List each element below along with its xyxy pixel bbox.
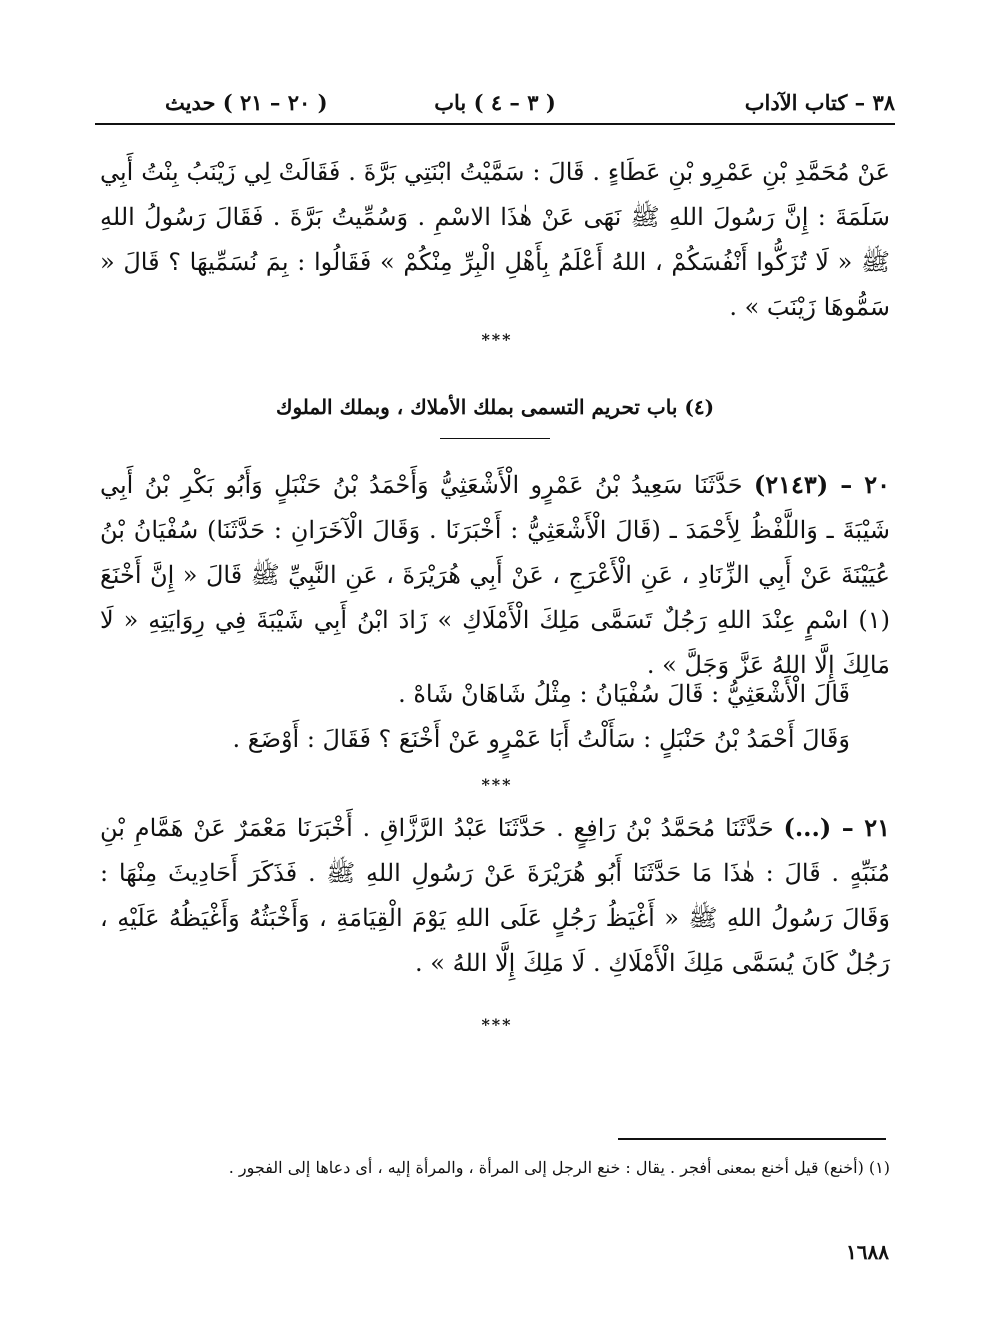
- running-header: [95, 90, 895, 120]
- separator-stars-2: ***: [481, 775, 513, 794]
- chapter-heading: (٤) باب تحريم التسمى بملك الأملاك ، وبملك الملوك: [275, 395, 715, 419]
- hadith-20-note-2: وَقَالَ أَحْمَدُ بْنُ حَنْبَلٍ : سَأَلْتُ أَبَا عَمْرٍو عَنْ أَخْنَعَ ؟ فَقَالَ : أَوْضَعَ .: [232, 725, 850, 753]
- hadith-20-text: حَدَّثَنَا سَعِيدُ بْنُ عَمْرٍو الْأَشْعَثِيُّ وَأَحْمَدُ بْنُ حَنْبَلٍ وَأَبُو بَكْرِ بْنُ أَبِي شَيْبَةَ ـ وَاللَّفْظُ لِأَحْمَدَ ـ (قَالَ الْأَشْعَثِيُّ : أَخْبَرَنَا . وَقَالَ الْآخَرَانِ : حَدَّثَنَا) سُفْيَانُ بْنُ عُيَيْنَةَ عَنْ أَبِي الزِّنَادِ ، عَنِ الْأَعْرَجِ ، عَنْ أَبِي هُرَيْرَةَ ، عَنِ النَّبِيِّ ﷺ قَالَ « إِنَّ أَخْنَعَ (١) اسْمٍ عِنْدَ اللهِ رَجُلٌ تَسَمَّى مَلِكَ الْأَمْلَاكِ » زَادَ ابْنُ أَبِي شَيْبَةَ فِي رِوَايَتِهِ « لَا مَالِكَ إِلَّا اللهُ عَزَّ وَجَلَّ » .: [100, 471, 891, 679]
- page-number: ١٦٨٨: [846, 1240, 889, 1264]
- header-rule: [95, 123, 895, 125]
- hadith-20-note-1: قَالَ الْأَشْعَثِيُّ : قَالَ سُفْيَانُ : مِثْلُ شَاهَانْ شَاهْ .: [398, 680, 850, 708]
- hadith-range: ( ٢٠ – ٢١ ) حديث: [165, 90, 328, 115]
- chapter-rule: [440, 438, 550, 439]
- book-title: ٣٨ – كتاب الآداب: [744, 90, 895, 115]
- chapter-range: ( ٣ – ٤ ) باب: [434, 90, 556, 115]
- hadith-21: [100, 805, 890, 986]
- hadith-21-text: حَدَّثَنَا مُحَمَّدُ بْنُ رَافِعٍ . حَدَّثَنَا عَبْدُ الرَّزَّاقِ . أَخْبَرَنَا مَعْمَرٌ عَنْ هَمَّامِ بْنِ مُنَبِّهٍ . قَالَ : هٰذَا مَا حَدَّثَنَا أَبُو هُرَيْرَةَ عَنْ رَسُولِ اللهِ ﷺ . فَذَكَرَ أَحَادِيثَ مِنْهَا : وَقَالَ رَسُولُ اللهِ ﷺ « أَغْيَظُ رَجُلٍ عَلَى اللهِ يَوْمَ الْقِيَامَةِ ، وَأَخْبَثُهُ وَأَغْيَظُهُ عَلَيْهِ ، رَجُلٌ كَانَ يُسَمَّى مَلِكَ الْأَمْلَاكِ . لَا مَلِكَ إِلَّا اللهُ » .: [100, 814, 890, 977]
- footnote: (١) (أخنع) قيل أخنع بمعنى أفجر . يقال : خنع الرجل إلى المرأة ، والمرأة إليه ، أى دعاها إلى الفجور .: [228, 1158, 890, 1177]
- hadith-20-number: ٢٠ – (٢١٤٣): [753, 470, 890, 499]
- footnote-rule: [618, 1138, 886, 1140]
- separator-stars-1: ***: [481, 330, 513, 349]
- hadith-20: [100, 462, 890, 688]
- paragraph-1: عَنْ مُحَمَّدِ بْنِ عَمْرِو بْنِ عَطَاءٍ . قَالَ : سَمَّيْتُ ابْنَتِي بَرَّةَ . فَقَالَتْ لِي زَيْنَبُ بِنْتُ أَبِي سَلَمَةَ : إِنَّ رَسُولَ اللهِ ﷺ نَهَى عَنْ هٰذَا الاسْمِ . وَسُمِّيتُ بَرَّةَ . فَقَالَ رَسُولُ اللهِ ﷺ « لَا تُزَكُّوا أَنْفُسَكُمْ ، اللهُ أَعْلَمُ بِأَهْلِ الْبِرِّ مِنْكُمْ » فَقَالُوا : بِمَ نُسَمِّيهَا ؟ قَالَ « سَمُّوهَا زَيْنَبَ » .: [100, 158, 891, 321]
- hadith-21-number: ٢١ – (...): [783, 813, 890, 842]
- separator-stars-3: ***: [481, 1015, 513, 1034]
